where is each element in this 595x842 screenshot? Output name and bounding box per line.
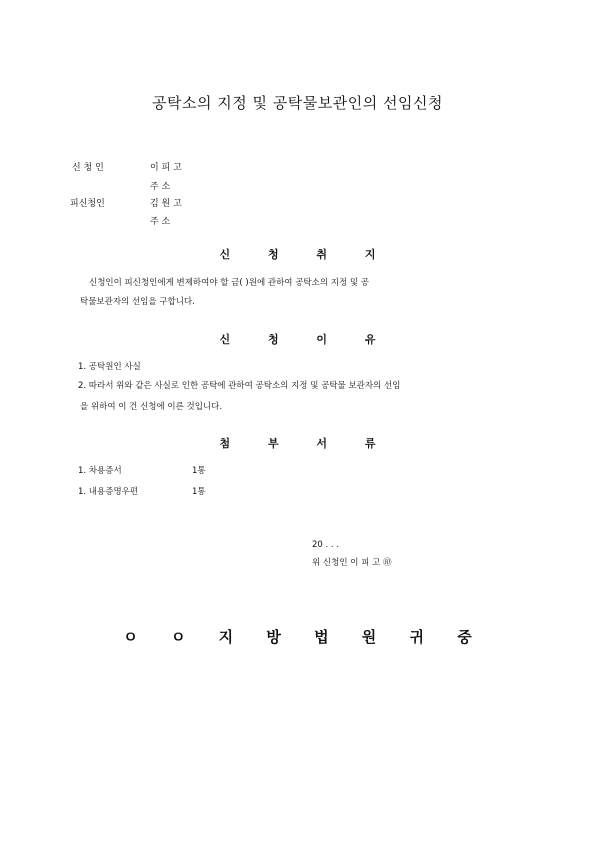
reason-item-2-line-2: 을 위하여 이 건 신청에 이른 것입니다. xyxy=(80,402,223,412)
document-title: 공탁소의 지정 및 공탁물보관인의 선임신청 xyxy=(152,94,443,112)
reason-item-1: 1. 공탁원인 사실 xyxy=(78,362,141,372)
attachment-item-name: 1. 내용증명우편 xyxy=(78,487,139,497)
purpose-line-2: 탁물보관자의 선임을 구합니다. xyxy=(80,297,195,307)
respondent-label: 피신청인 xyxy=(70,199,105,209)
attachment-item-name: 1. 차용증서 xyxy=(78,466,122,476)
reason-heading: 신 청 이 유 xyxy=(219,333,393,346)
applicant-address-label: 주 소 xyxy=(150,182,171,192)
purpose-line-1: 신청인이 피신청인에게 변제하여야 할 금( )원에 관하여 공탁소의 지정 및 공 xyxy=(89,278,369,288)
attachment-item-count: 1통 xyxy=(192,466,206,476)
applicant-label: 신 청 인 xyxy=(72,163,104,173)
applicant-name: 이 피 고 xyxy=(150,163,182,173)
respondent-address-label: 주 소 xyxy=(150,217,171,227)
court-addressee: ㅇ ㅇ 지 방 법 원 귀 중 xyxy=(123,628,486,646)
respondent-name: 김 원 고 xyxy=(150,199,182,209)
attachment-item-count: 1통 xyxy=(192,487,206,497)
date-line: 20 . . . xyxy=(312,540,340,550)
purpose-heading: 신 청 취 지 xyxy=(219,248,393,261)
attachments-heading: 첨 부 서 류 xyxy=(219,437,393,450)
reason-item-2-line-1: 2. 따라서 위와 같은 사실로 인한 공탁에 관하여 공탁소의 지정 및 공탁물 보관자의 선임 xyxy=(78,381,401,391)
signature-line: 위 신청인 이 피 고 ㊞ xyxy=(312,558,392,568)
